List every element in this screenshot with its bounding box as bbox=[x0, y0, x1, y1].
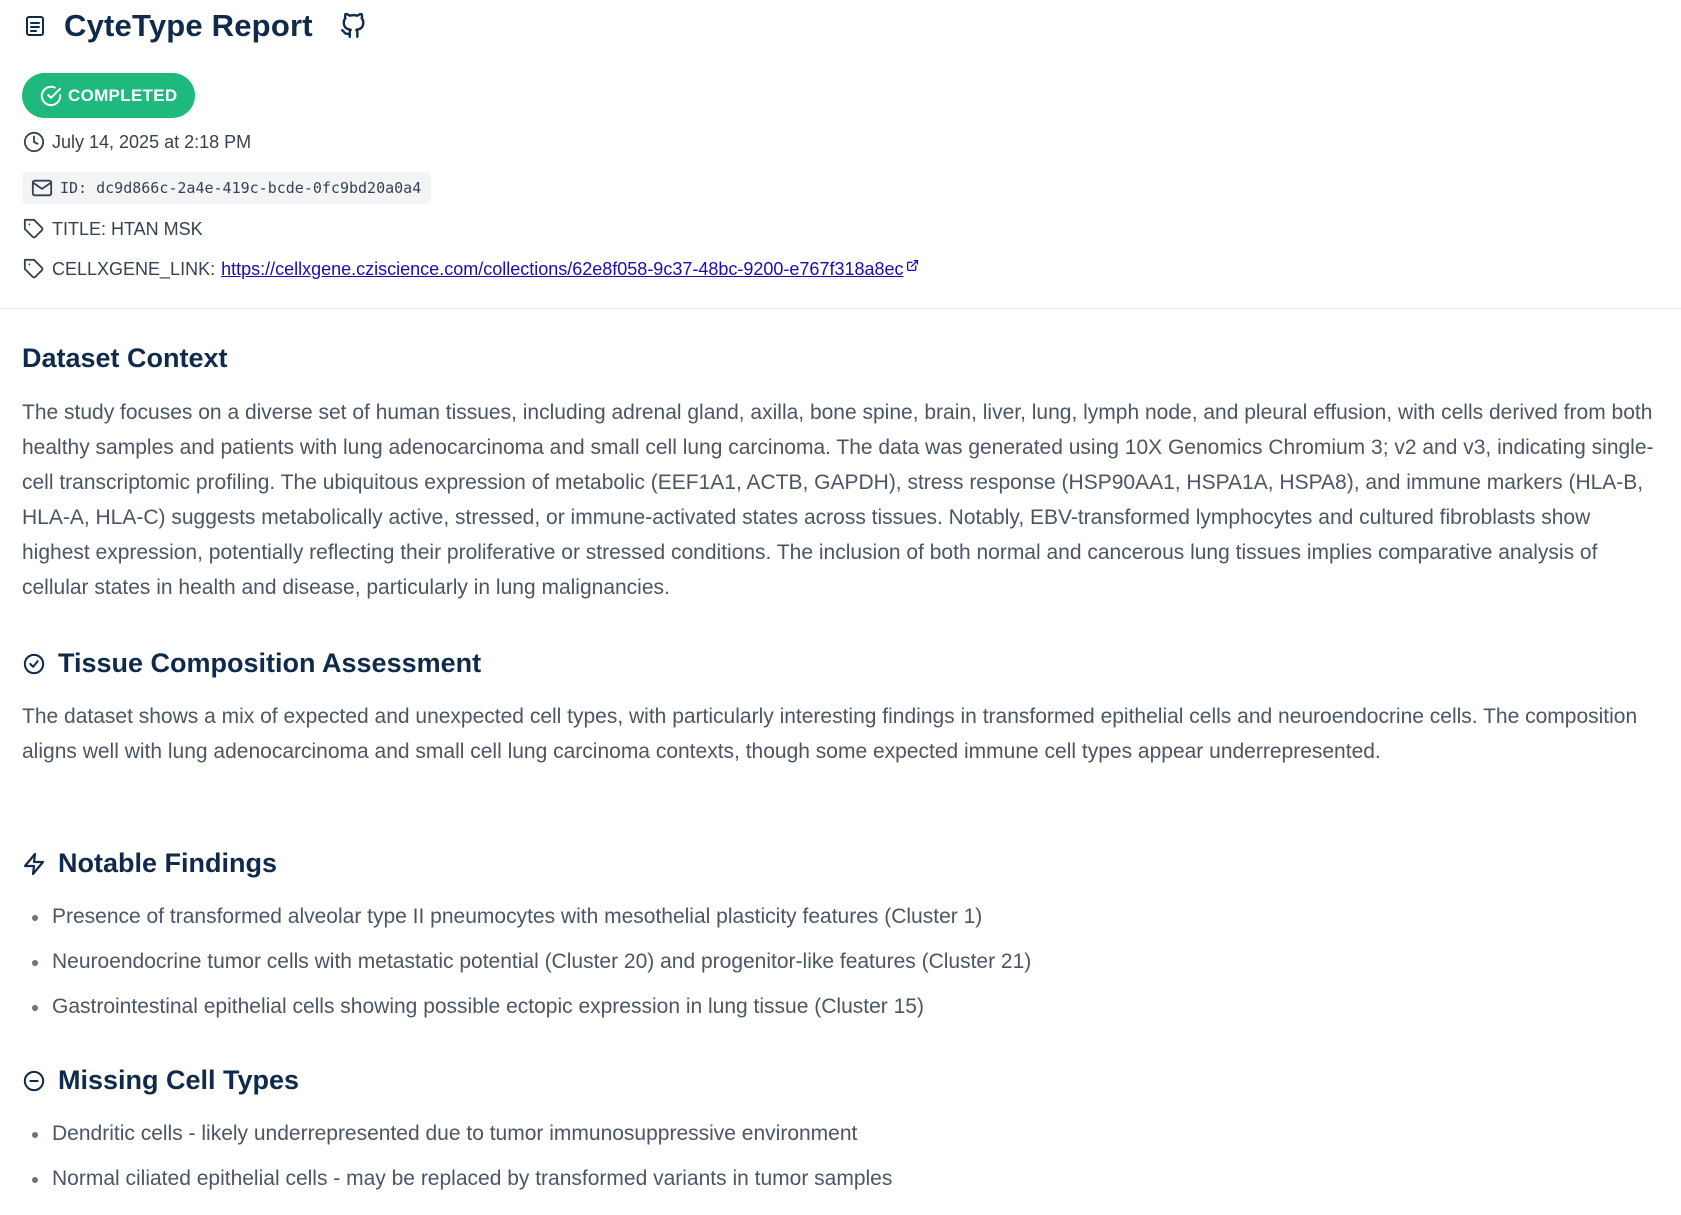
link-row bbox=[22, 257, 920, 281]
link-label: CELLXGENE_LINK: bbox=[52, 258, 216, 279]
section-title-notable-findings bbox=[22, 848, 1659, 879]
section-title-tissue-composition bbox=[22, 648, 1659, 679]
date-row bbox=[22, 130, 251, 154]
missing-cell-types-list bbox=[22, 1119, 1659, 1209]
tag-icon bbox=[22, 217, 46, 241]
lightning-icon bbox=[22, 852, 46, 876]
report-header bbox=[0, 0, 1681, 309]
mail-icon bbox=[30, 176, 54, 200]
list-item: Gastrointestinal epithelial cells showing possible ectopic expression in lung tissue (Cluster 15) bbox=[22, 992, 1659, 1022]
list-item: Dendritic cells - likely underrepresented due to tumor immunosuppressive environment bbox=[22, 1119, 1659, 1149]
page-title: CyteType Report bbox=[64, 8, 313, 43]
external-link-icon[interactable] bbox=[906, 258, 920, 272]
list-item: Normal ciliated epithelial cells - may be replaced by transformed variants in tumor samples bbox=[22, 1164, 1659, 1194]
section-title-dataset-context bbox=[22, 343, 1659, 374]
dataset-context-title: Dataset Context bbox=[22, 343, 228, 373]
tag-icon bbox=[22, 257, 46, 281]
check-circle-icon bbox=[22, 652, 46, 676]
minus-circle-icon bbox=[22, 1069, 46, 1093]
title-field-row bbox=[22, 217, 203, 241]
report-date: July 14, 2025 at 2:18 PM bbox=[52, 131, 252, 152]
list-item: Neuroendocrine tumor cells with metastatic potential (Cluster 20) and progenitor-like features (Cluster 21) bbox=[22, 947, 1659, 977]
tissue-composition-title: Tissue Composition Assessment bbox=[58, 648, 482, 678]
notable-findings-title: Notable Findings bbox=[58, 848, 277, 878]
tissue-composition-text: The dataset shows a mix of expected and unexpected cell types, with particularly interesting findings in transformed epithelial cells and neuroendocrine cells. The composition aligns well with lung adenocarcinoma and small cell lung carcinoma contexts, though some expected immune cell types appear underrepresented. bbox=[22, 705, 1638, 763]
cellxgene-link[interactable]: https://cellxgene.cziscience.com/collections/62e8f058-9c37-48bc-9200-e767f318a8ec bbox=[221, 258, 904, 279]
check-circle-icon bbox=[40, 85, 62, 107]
github-icon[interactable] bbox=[339, 12, 367, 40]
report-id: ID: dc9d866c-2a4e-419c-bcde-0fc9bd20a0a4 bbox=[60, 179, 422, 197]
list-item: Presence of transformed alveolar type II pneumocytes with mesothelial plasticity features (Cluster 1) bbox=[22, 902, 1659, 932]
missing-cell-types-title: Missing Cell Types bbox=[58, 1065, 300, 1095]
notable-findings-list bbox=[22, 902, 1659, 1037]
status-label: COMPLETED bbox=[68, 85, 178, 105]
title-field: TITLE: HTAN MSK bbox=[52, 218, 203, 239]
id-row bbox=[22, 172, 431, 204]
status-badge bbox=[22, 73, 195, 118]
title-row bbox=[22, 6, 367, 46]
dataset-context-text: The study focuses on a diverse set of human tissues, including adrenal gland, axilla, bone spine, brain, liver, lung, lymph node, and pleural effusion, with cells derived from both healthy samples and patients with lung adenocarcinoma and small cell lung carcinoma. The data was generated using 10X Genomics Chromium 3; v2 and v3, indicating single-cell transcriptomic profiling. The ubiquitous expression of metabolic (EEF1A1, ACTB, GAPDH), stress response (HSP90AA1, HSPA1A, HSPA8), and immune markers (HLA-B, HLA-A, HLA-C) suggests metabolically active, stressed, or immune-activated states across tissues. Notably, EBV-transformed lymphocytes and cultured fibroblasts show highest expression, potentially reflecting their proliferative or stressed conditions. The inclusion of both normal and cancerous lung tissues implies comparative analysis of cellular states in health and disease, particularly in lung malignancies. bbox=[22, 401, 1654, 599]
document-icon bbox=[22, 13, 48, 39]
section-title-missing-cell-types bbox=[22, 1065, 1659, 1096]
clock-icon bbox=[22, 130, 46, 154]
